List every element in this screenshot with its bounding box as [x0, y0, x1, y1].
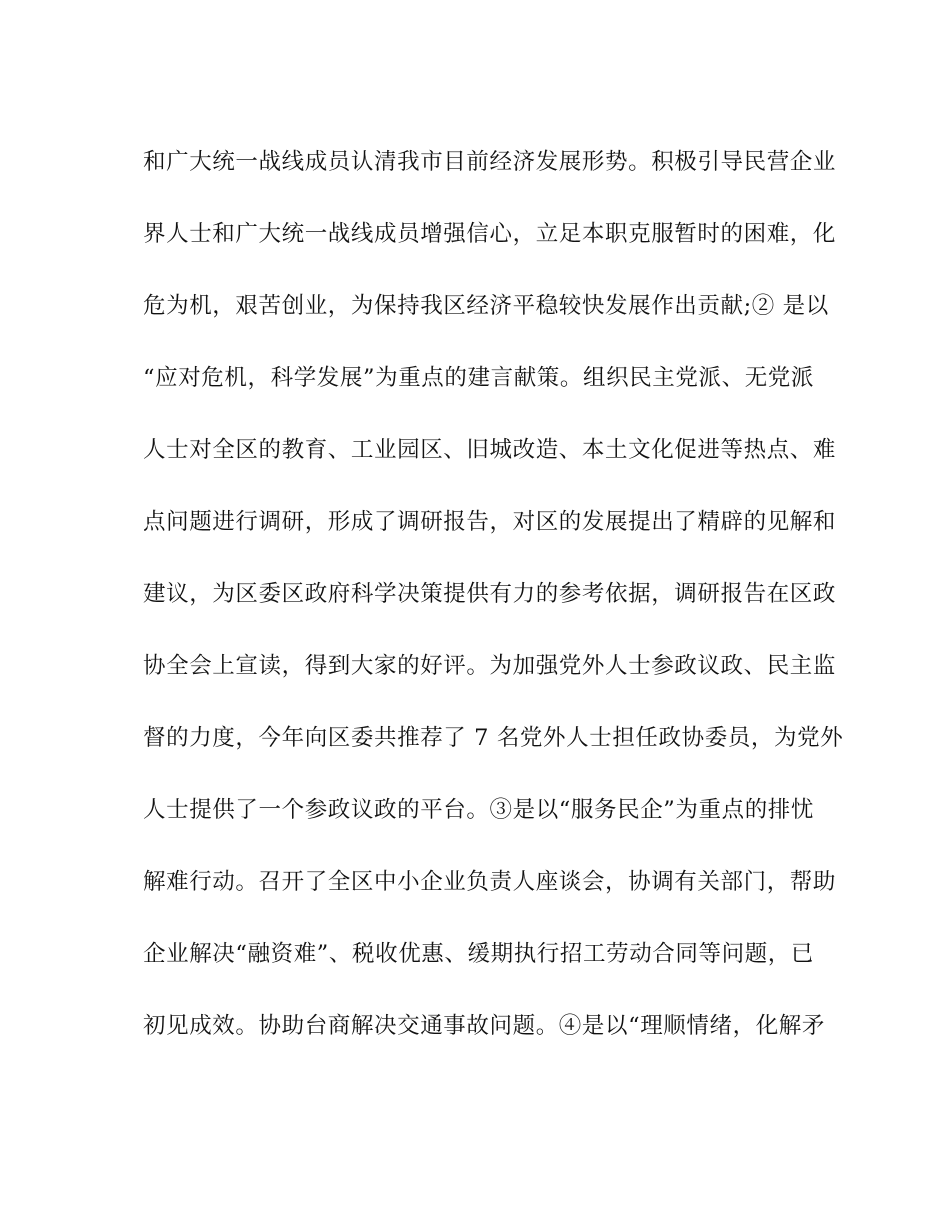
body-line-7: 建议，为区委区政府科学决策提供有力的参考依据，调研报告在区政: [143, 581, 837, 607]
body-line-5: 人士对全区的教育、工业园区、旧城改造、本土文化促进等热点、难: [143, 437, 837, 463]
body-line-10: 人士提供了一个参政议政的平台。③是以“服务民企”为重点的排忧: [143, 797, 815, 823]
body-line-6: 点问题进行调研，形成了调研报告，对区的发展提出了精辟的见解和: [143, 509, 837, 535]
body-line-9: 督的力度，今年向区委共推荐了 7 名党外人士担任政协委员，为党外: [143, 725, 844, 751]
body-line-11: 解难行动。召开了全区中小企业负责人座谈会，协调有关部门，帮助: [143, 869, 837, 895]
body-line-4: “应对危机，科学发展”为重点的建言献策。组织民主党派、无党派: [143, 365, 815, 391]
body-line-13: 初见成效。协助台商解决交通事故问题。④是以“理顺情绪，化解矛: [143, 1013, 826, 1039]
document-body: [143, 138, 844, 1074]
body-line-3: 危为机，艰苦创业，为保持我区经济平稳较快发展作出贡献;② 是以: [143, 293, 829, 319]
body-line-8: 协全会上宣读，得到大家的好评。为加强党外人士参政议政、民主监: [143, 653, 837, 679]
body-line-12: 企业解决“融资难”、税收优惠、缓期执行招工劳动合同等问题，已: [143, 941, 815, 967]
body-line-1: 和广大统一战线成员认清我市目前经济发展形势。积极引导民营企业: [143, 149, 837, 175]
body-line-2: 界人士和广大统一战线成员增强信心，立足本职克服暂时的困难，化: [143, 221, 837, 247]
